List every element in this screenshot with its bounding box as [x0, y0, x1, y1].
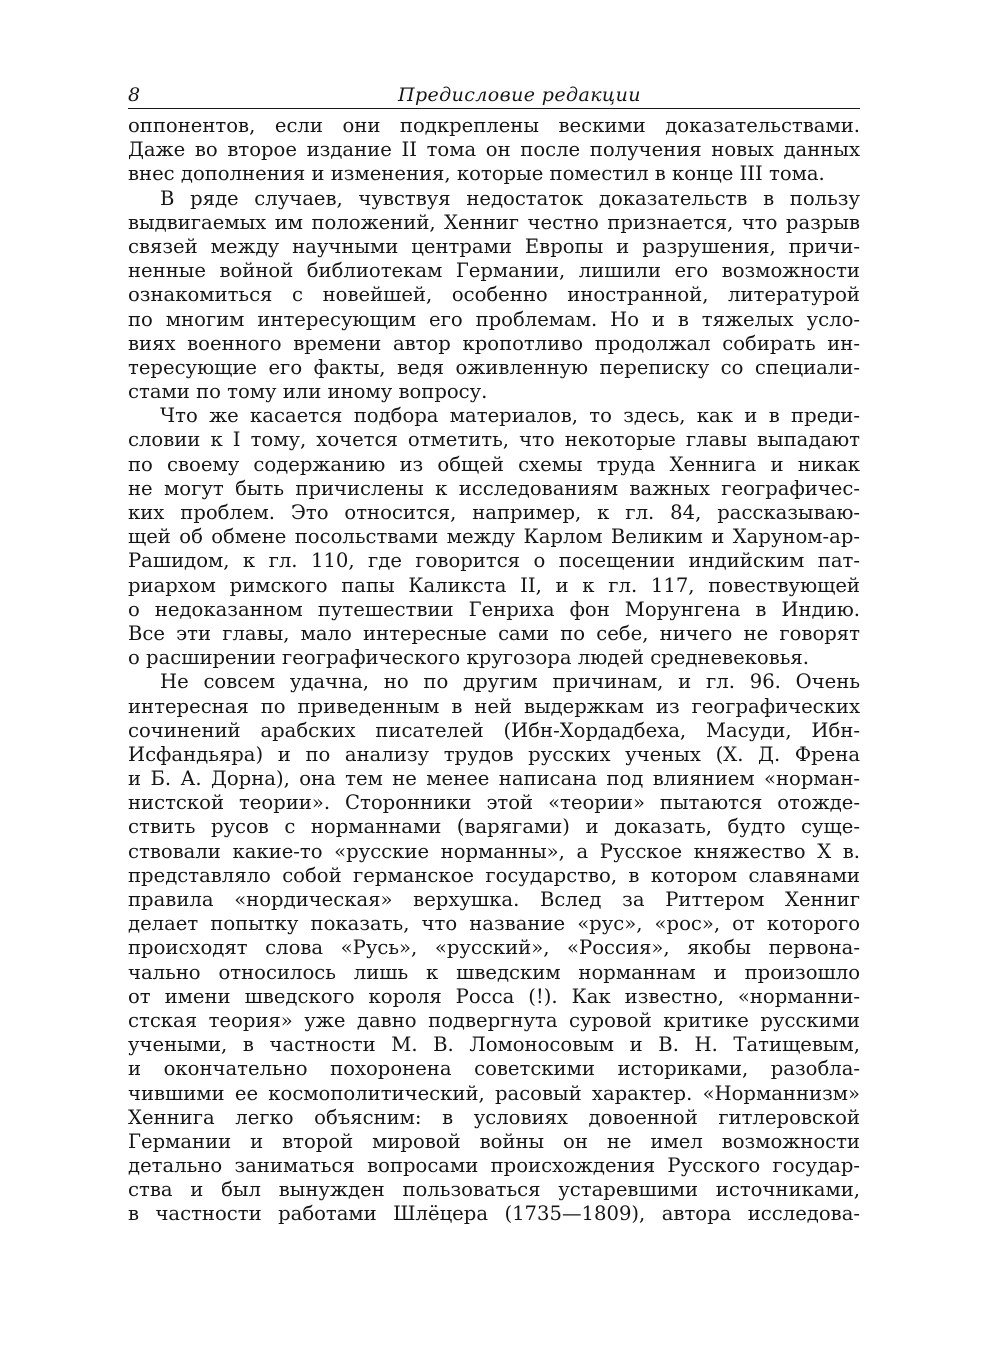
text-line: в частности работами Шлёцера (1735—1809), автора исследова- [128, 1202, 860, 1226]
text-line: происходят слова «Русь», «русский», «Россия», якобы первона- [128, 936, 860, 960]
text-line: о расширении географического кругозора людей средневековья. [128, 646, 809, 670]
text-line: Хеннига легко объясним: в условиях довоенной гитлеровской [128, 1105, 860, 1129]
text-line: словии к I тому, хочется отметить, что некоторые главы выпадают [128, 428, 860, 452]
paragraph-4 [128, 670, 860, 1226]
text-line: выдвигаемых им положений, Хенниг честно признается, что разрыв [128, 210, 860, 234]
text-line: чально относилось лишь к шведским норманнам и произошло [128, 960, 860, 984]
text-line: Все эти главы, мало интересные сами по себе, ничего не говорят [128, 621, 860, 645]
text-line: правила «нордическая» верхушка. Вслед за Риттером Хенниг [128, 888, 860, 911]
text-line: стами по тому или иному вопросу. [128, 380, 488, 404]
text-line: детально заниматься вопросами происхождения Русского государ- [128, 1154, 860, 1178]
text-line: ких проблем. Это относится, например, к гл. 84, рассказываю- [128, 501, 860, 524]
text-line: интересная по приведенным в ней выдержкам из географических [128, 694, 860, 718]
text-line: стская теория» уже давно подвергнута суровой критике русскими [128, 1008, 860, 1032]
text-line: ствовали какие-то «русские норманны», а Русское княжество X в. [128, 839, 860, 863]
text-line: Не совсем удачна, но по другим причинам, и гл. 96. Очень [160, 670, 860, 694]
text-line: внес дополнения и изменения, которые поместил в конце III тома. [128, 162, 825, 186]
text-line: Германии и второй мировой войны он не имел возможности [128, 1129, 860, 1153]
paragraph-2 [128, 187, 860, 405]
text-line: и Б. А. Дорна), она тем не менее написана под влиянием «норман- [128, 767, 860, 791]
text-line: от имени шведского короля Росса (!). Как известно, «норманни- [128, 984, 860, 1008]
text-line: чившими ее космополитический, расовый характер. «Норманнизм» [128, 1081, 860, 1105]
body-text [128, 114, 860, 1227]
paragraph-3 [128, 404, 860, 670]
text-line: о недоказанном путешествии Генриха фон Морунгена в Индию. [128, 597, 860, 621]
text-line: представляло собой германское государство, в котором славянами [128, 863, 860, 887]
text-line: сочинений арабских писателей (Ибн-Хордадбеха, Масуди, Ибн- [128, 718, 860, 742]
text-line: ознакомиться с новейшей, особенно иностранной, литературой [128, 283, 860, 307]
page-number: 8 [128, 84, 141, 106]
text-line: ненные войной библиотекам Германии, лишили его возможности [128, 259, 860, 283]
text-line: В ряде случаев, чувствуя недостаток доказательств в пользу [160, 186, 860, 210]
paragraph-1 [128, 114, 860, 187]
text-line: связей между научными центрами Европы и разрушения, причи- [128, 234, 860, 258]
text-line: делает попытку показать, что название «рус», «рос», от которого [128, 912, 860, 936]
text-line: учеными, в частности М. В. Ломоносовым и В. Н. Татищевым, [128, 1033, 860, 1057]
text-line: по многим интересующим его проблемам. Но и в тяжелых усло- [128, 307, 860, 331]
book-page [128, 82, 860, 1227]
text-line: Что же касается подбора материалов, то здесь, как и в преди- [160, 404, 860, 428]
running-title: Предисловие редакции [398, 84, 641, 106]
text-line: тересующие его факты, ведя оживленную переписку со специали- [128, 355, 860, 379]
text-line: нистской теории». Сторонники этой «теории» пытаются отожде- [128, 791, 860, 815]
text-line: щей об обмене посольствами между Карлом Великим и Харуном-ар- [128, 525, 860, 549]
text-line: Рашидом, к гл. 110, где говорится о посещении индийским пат- [128, 549, 860, 573]
text-line: и окончательно похоронена советскими историками, разобла- [128, 1057, 860, 1081]
text-line: не могут быть причислены к исследованиям важных географичес- [128, 476, 860, 500]
running-header [128, 82, 860, 109]
text-line: Даже во второе издание II тома он после получения новых данных [128, 138, 860, 162]
text-line: виях военного времени автор кропотливо продолжал собирать ин- [128, 331, 860, 355]
text-line: оппонентов, если они подкреплены вескими доказательствами. [128, 114, 860, 137]
text-line: по своему содержанию из общей схемы труда Хеннига и никак [128, 452, 860, 476]
text-line: риархом римского папы Каликста II, и к гл. 117, повествующей [128, 573, 860, 597]
text-line: ства и был вынужден пользоваться устаревшими источниками, [128, 1178, 860, 1202]
text-line: ствить русов с норманнами (варягами) и доказать, будто суще- [128, 815, 860, 839]
text-line: Исфандьяра) и по анализу трудов русских ученых (Х. Д. Френа [128, 742, 860, 766]
